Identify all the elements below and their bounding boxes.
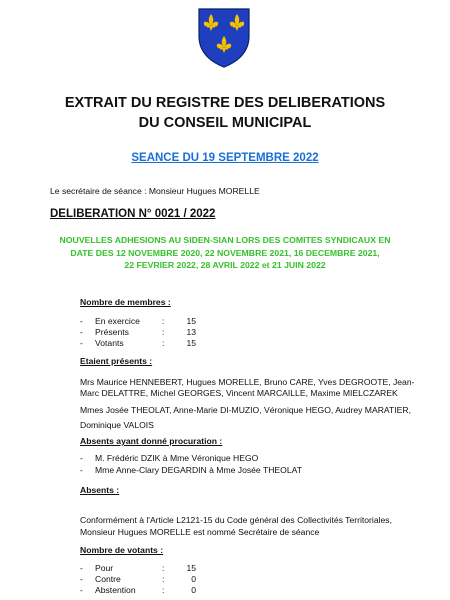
list-dash: -	[80, 563, 83, 573]
vote-value: 0	[191, 585, 196, 595]
list-dash: -	[80, 574, 83, 584]
title-line-1: EXTRAIT DU REGISTRE DES DELIBERATIONS	[64, 95, 386, 111]
colon: :	[162, 585, 165, 595]
deliberation-number: DELIBERATION N° 0021 / 2022	[50, 208, 216, 220]
vote-label: Pour	[95, 563, 114, 573]
seance-date: SEANCE DU 19 SEPTEMBRE 2022	[131, 152, 319, 164]
colon: :	[162, 574, 165, 584]
colon: :	[162, 563, 165, 573]
member-value: 15	[186, 338, 196, 348]
conformity-line: Conformément à l'Article L2121-15 du Code général des Collectivités Territoriales,	[80, 515, 392, 525]
proxy-text: M. Frédéric DZIK à Mme Véronique HEGO	[95, 453, 259, 463]
subject-line: 22 FEVRIER 2022, 28 AVRIL 2022 et 21 JUIN 2022	[124, 260, 326, 271]
proxies-heading: Absents ayant donné procuration :	[80, 436, 223, 446]
subject-line: NOUVELLES ADHESIONS AU SIDEN-SIAN LORS DES COMITES SYNDICAUX EN	[59, 235, 391, 245]
member-value: 13	[186, 327, 196, 337]
present-heading: Etaient présents :	[80, 356, 153, 366]
vote-label: Contre	[95, 574, 121, 584]
present-line: Dominique VALOIS	[80, 420, 154, 430]
colon: :	[162, 316, 165, 326]
member-value: 15	[186, 316, 196, 326]
member-label: Votants	[95, 338, 124, 348]
present-line: Marc DELATTRE, Michel GEORGES, Vincent MARCAILLE, Maxime MIELCZAREK	[80, 388, 398, 398]
list-dash: -	[80, 327, 83, 337]
proxy-text: Mme Anne-Clary DEGARDIN à Mme Josée THEOLAT	[95, 465, 302, 475]
members-heading: Nombre de membres :	[80, 297, 171, 307]
list-dash: -	[80, 453, 83, 463]
votes-heading: Nombre de votants :	[80, 545, 164, 555]
list-dash: -	[80, 338, 83, 348]
present-line: Mrs Maurice HENNEBERT, Hugues MORELLE, Bruno CARE, Yves DEGROOTE, Jean-	[80, 377, 415, 387]
absents-heading: Absents :	[80, 485, 120, 495]
colon: :	[162, 327, 165, 337]
member-label: En exercice	[95, 316, 140, 326]
title-line-2: DU CONSEIL MUNICIPAL	[138, 115, 312, 131]
fleur-de-lis-crest-icon	[195, 6, 253, 68]
conformity-line: Monsieur Hugues MORELLE est nommé Secrétaire de séance	[80, 527, 320, 537]
vote-value: 15	[186, 563, 196, 573]
colon: :	[162, 338, 165, 348]
vote-label: Abstention	[95, 585, 136, 595]
vote-value: 0	[191, 574, 196, 584]
deliberation-subject	[30, 234, 420, 272]
list-dash: -	[80, 585, 83, 595]
present-line: Mmes Josée THEOLAT, Anne-Marie DI-MUZIO, Véronique HEGO, Audrey MARATIER,	[80, 405, 411, 415]
secretary-line: Le secrétaire de séance : Monsieur Hugues MORELLE	[50, 186, 260, 196]
list-dash: -	[80, 465, 83, 475]
subject-line: DATE DES 12 NOVEMBRE 2020, 22 NOVEMBRE 2021, 16 DECEMBRE 2021,	[70, 247, 380, 258]
member-label: Présents	[95, 327, 129, 337]
list-dash: -	[80, 316, 83, 326]
